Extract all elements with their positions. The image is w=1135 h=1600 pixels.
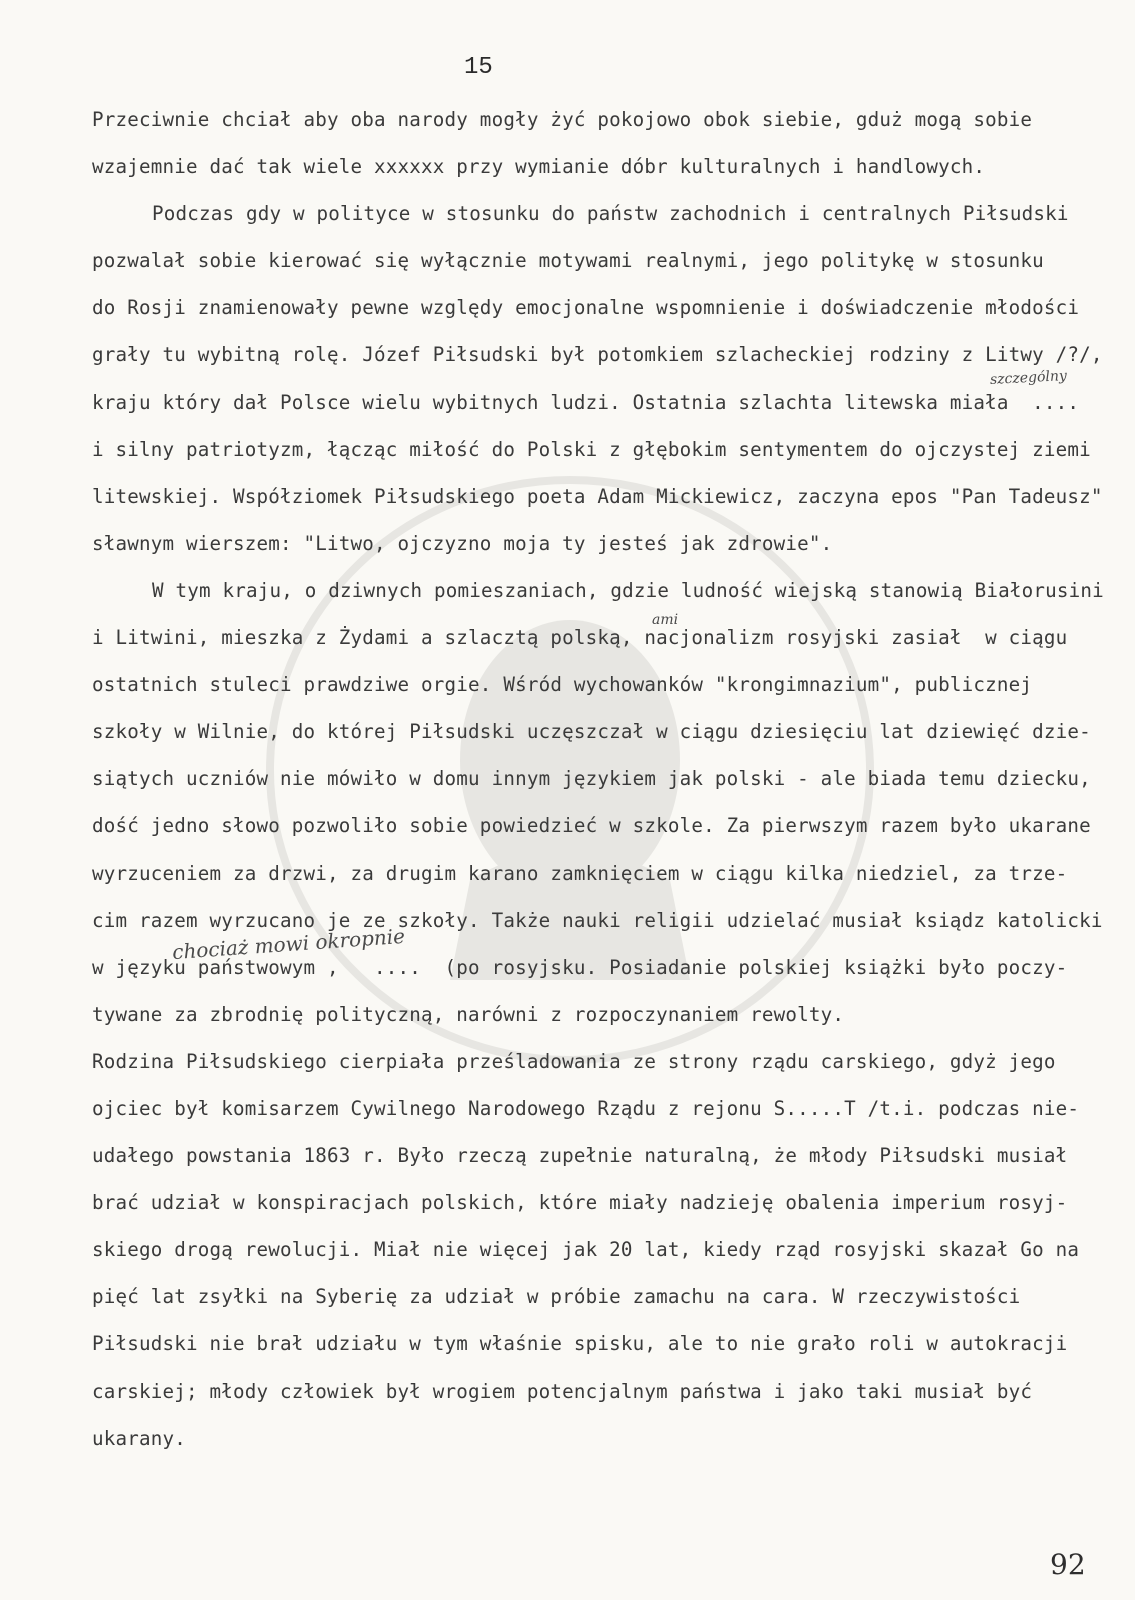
text-line: i Litwini, mieszka z Żydami a szlacztą polską, nacjonalizm rosyjski zasiał w ciągu	[92, 626, 1068, 650]
text-line: Piłsudski nie brał udziału w tym właśnie spisku, ale to nie grało roli w autokracji	[92, 1332, 1068, 1356]
text-line: Przeciwnie chciał aby oba narody mogły żyć pokojowo obok siebie, gduż mogą sobie	[92, 108, 1033, 131]
text-line: kraju który dał Polsce wielu wybitnych ludzi. Ostatnia szlachta litewska miała ....	[92, 390, 1080, 414]
handwritten-folio-number: 92	[1050, 1548, 1086, 1581]
handwritten-interlinear-note: chociaż mowi okropnie	[171, 923, 406, 965]
text-line: skiego drogą rewolucji. Miał nie więcej jak 20 lat, kiedy rząd rosyjski skazał Go na	[92, 1238, 1080, 1262]
text-line: Rodzina Piłsudskiego cierpiała prześladowania ze strony rządu carskiego, gdyż jego	[92, 1049, 1056, 1073]
typed-body-text	[92, 96, 1122, 1462]
text-line: wzajemnie dać tak wiele xxxxxx przy wymianie dóbr kulturalnych i handlowych.	[92, 155, 986, 179]
text-line: brać udział w konspiracjach polskich, które miały nadzieję obalenia imperium rosyj-	[92, 1191, 1068, 1215]
text-line: W tym kraju, o dziwnych pomieszaniach, gdzie ludność wiejską stanowią Białorusini	[152, 578, 1104, 602]
text-line: tywane za zbrodnię polityczną, narówni z rozpoczynaniem rewolty.	[92, 1002, 845, 1026]
text-line: sławnym wierszem: "Litwo, ojczyzno moja ty jesteś jak zdrowie".	[92, 531, 833, 555]
text-line: i silny patriotyzm, łącząc miłość do Polski z głębokim sentymentem do ojczystej ziemi	[92, 437, 1091, 461]
text-line: pozwalał sobie kierować się wyłącznie motywami realnymi, jego politykę w stosunku	[92, 249, 1044, 273]
text-line: dość jedno słowo pozwoliło sobie powiedzieć w szkole. Za pierwszym razem było ukarane	[92, 814, 1091, 838]
handwritten-margin-note: szczególny	[989, 367, 1068, 389]
text-line: ukarany.	[92, 1426, 187, 1450]
text-line: siątych uczniów nie mówiło w domu innym językiem jak polski - ale biada temu dziecku,	[92, 767, 1091, 791]
text-line: udałego powstania 1863 r. Było rzeczą zupełnie naturalną, że młody Piłsudski musiał	[92, 1144, 1068, 1168]
text-line: szkoły w Wilnie, do której Piłsudski uczęszczał w ciągu dziesięciu lat dziewięć dzie-	[92, 720, 1091, 744]
text-line: wyrzuceniem za drzwi, za drugim karano zamknięciem w ciągu kilka niedziel, za trze-	[92, 861, 1068, 885]
text-line: ojciec był komisarzem Cywilnego Narodowego Rządu z rejonu S.....T /t.i. podczas nie-	[92, 1096, 1080, 1120]
text-line: do Rosji znamienowały pewne względy emocjonalne wspomnienie i doświadczenie młodości	[92, 296, 1080, 320]
handwritten-correction: ami	[652, 612, 679, 628]
text-line: litewskiej. Współziomek Piłsudskiego poeta Adam Mickiewicz, zaczyna epos "Pan Tadeusz"	[92, 484, 1103, 508]
text-line: ostatnich stuleci prawdziwe orgie. Wśród wychowanków "krongimnazium", publicznej	[92, 673, 1033, 697]
text-line: grały tu wybitną rolę. Józef Piłsudski był potomkiem szlacheckiej rodziny z Litwy /?/,	[92, 343, 1103, 367]
text-line: w języku państwowym , .... (po rosyjsku. Posiadanie polskiej książki było poczy-	[92, 955, 1068, 979]
page-number: 15	[464, 54, 493, 81]
text-line: pięć lat zsyłki na Syberię za udział w próbie zamachu na cara. W rzeczywistości	[92, 1285, 1021, 1309]
text-line: Podczas gdy w polityce w stosunku do państw zachodnich i centralnych Piłsudski	[152, 202, 1069, 226]
text-line: cim razem wyrzucano je ze szkoły. Także nauki religii udzielać musiał ksiądz katolicki	[92, 908, 1103, 932]
text-line: carskiej; młody człowiek był wrogiem potencjalnym państwa i jako taki musiał być	[92, 1379, 1033, 1403]
